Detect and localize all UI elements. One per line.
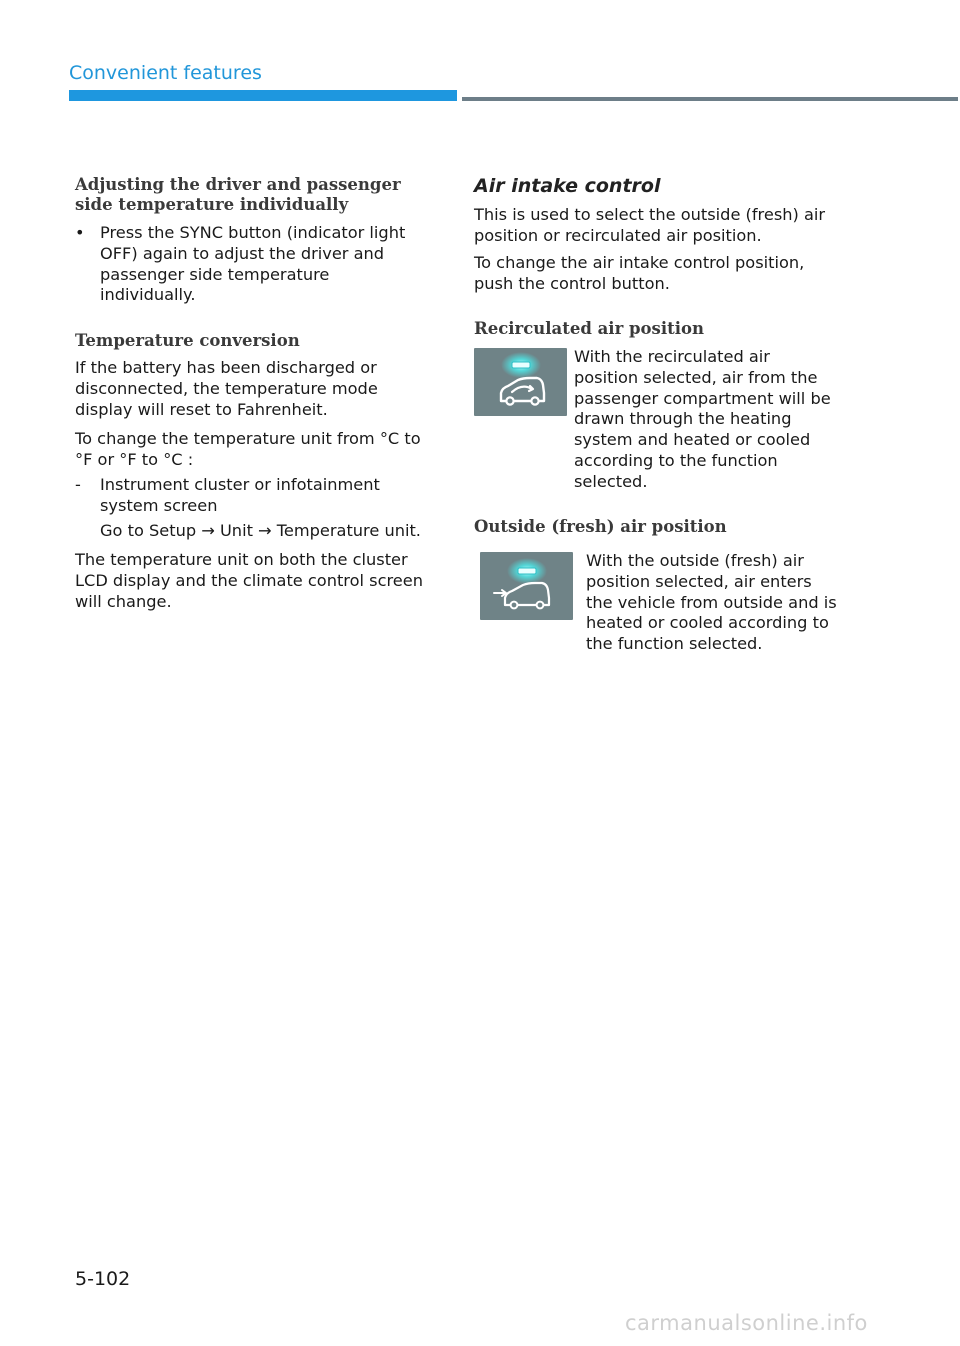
instrument-cluster-text: Instrument cluster or infotainment system screen — [100, 475, 380, 515]
header-accent-bar — [69, 90, 457, 101]
air-intake-heading: Air intake control — [474, 175, 661, 197]
conversion-para-1: If the battery has been discharged or disconnected, the temperature mode display will reset to Fahrenheit. — [75, 358, 378, 419]
page-number: 5-102 — [75, 1268, 131, 1290]
section-title: Convenient features — [69, 62, 262, 84]
watermark: carmanualsonline.info — [625, 1311, 868, 1335]
conversion-para-2: To change the temperature unit from °C to °F or °F to °C : — [75, 429, 421, 469]
dash-marker: - — [75, 475, 81, 494]
setup-path-text: Go to Setup → Unit → Temperature unit. — [100, 521, 421, 540]
air-intake-para-2: To change the air intake control position, push the control button. — [474, 253, 805, 293]
header-rule — [462, 97, 958, 101]
outside-air-heading: Outside (fresh) air position — [474, 517, 727, 536]
sync-bullet-item — [75, 223, 445, 307]
individual-temp-heading: Adjusting the driver and passenger side temperature individually — [75, 175, 401, 214]
sync-bullet-text: Press the SYNC button (indicator light OFF) again to adjust the driver and passenger side temperature individually. — [100, 223, 406, 305]
conversion-para-3: The temperature unit on both the cluster LCD display and the climate control screen will change. — [75, 550, 423, 611]
instrument-cluster-item — [75, 475, 445, 519]
outside-air-icon — [480, 552, 573, 620]
temp-conversion-heading: Temperature conversion — [75, 331, 300, 350]
recirculated-air-icon — [474, 348, 567, 416]
air-intake-para-1: This is used to select the outside (fresh) air position or recirculated air position. — [474, 205, 826, 245]
recirculated-description: With the recirculated air position selected, air from the passenger compartment will be drawn through the heating system and heated or cooled according to the function selected. — [574, 347, 831, 491]
recirculated-heading: Recirculated air position — [474, 319, 705, 338]
bullet-marker: • — [75, 223, 85, 242]
outside-air-description: With the outside (fresh) air position selected, air enters the vehicle from outside and is heated or cooled according to the function selected. — [586, 551, 837, 654]
